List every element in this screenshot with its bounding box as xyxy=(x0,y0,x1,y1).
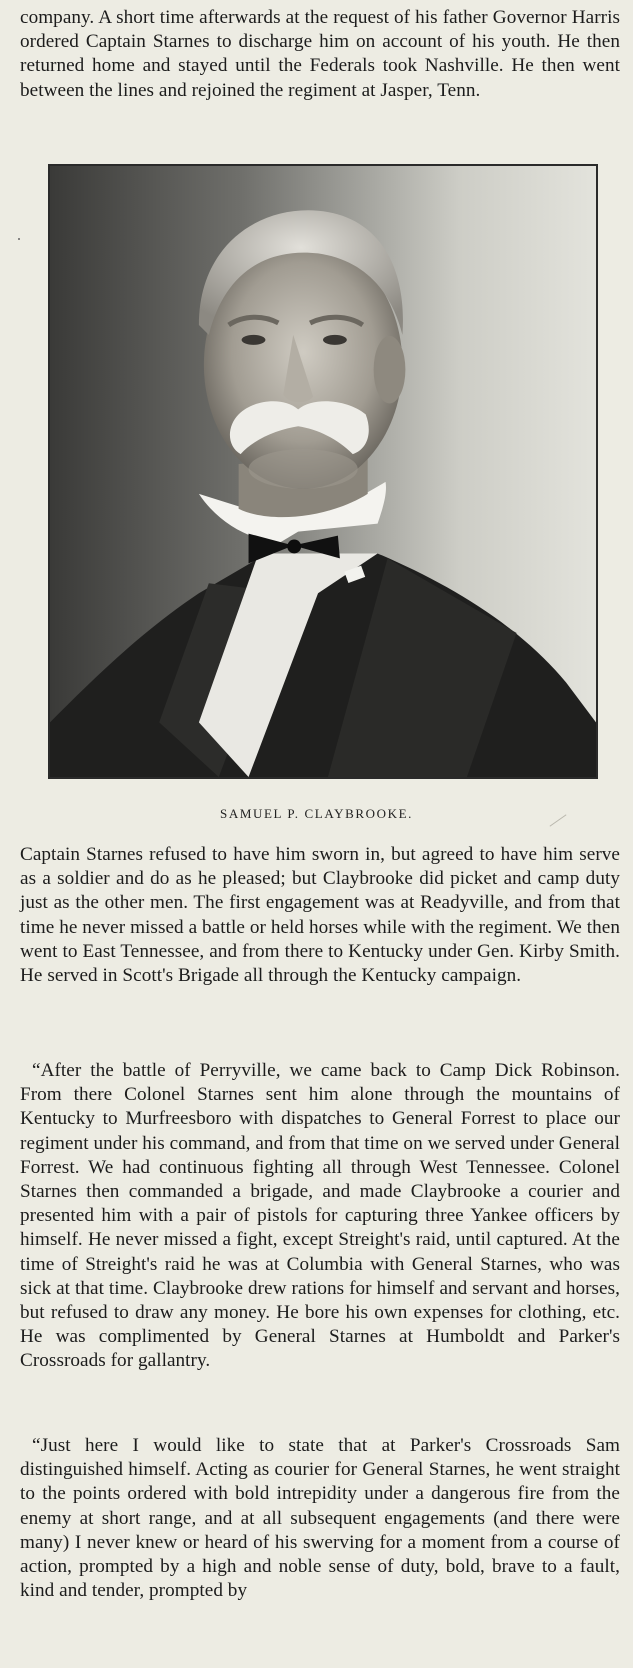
opening-paragraph: company. A short time afterwards at the request of his father Governor Harris ordered Captain Starnes to discharge him on account of his youth. He then returned home and stayed until the Federals took Nashville. He then went between the lines and rejoined the regiment at Jasper, Tenn. xyxy=(20,7,620,101)
portrait-photograph xyxy=(48,164,598,779)
photo-caption: SAMUEL P. CLAYBROOKE. xyxy=(220,806,413,821)
body-paragraph: Captain Starnes refused to have him sworn in, but agreed to have him serve as a soldier and do as he pleased; but Claybrooke did picket and camp duty just as the other men. The first engagement was at Readyville, and from that time he never missed a battle or held horses while with the regiment. We then went to East Tennessee, and from there to Kentucky under Gen. Kirby Smith. He served in Scott's Brigade all through the Kentucky campaign. xyxy=(20,844,620,987)
margin-speck xyxy=(18,238,20,240)
body-paragraph: “After the battle of Perryville, we came back to Camp Dick Robinson. From there Colonel Starnes sent him alone through the mountains of Kentucky to Murfreesboro with dispatches to General Forrest to place our regiment under his command, and from that time on we served under General Forrest. We had continuous fighting all through West Tennessee. Colonel Starnes then commanded a brigade, and made Claybrooke a courier and presented him with a pair of pistols for capturing three Yankee officers by himself. He never missed a fight, except Streight's raid, until captured. At the time of Streight's raid he was at Columbia with General Starnes, who was sick at that time. Claybrooke drew rations for himself and servant and horses, but refused to draw any money. He bore his own expenses for clothing, etc. He was complimented by General Starnes at Humboldt and Parker's Crossroads for gallantry. xyxy=(20,1060,620,1372)
body-paragraph: “Just here I would like to state that at Parker's Crossroads Sam distinguished himself. Acting as courier for General Starnes, he went straight to the points ordered with bold intrepidity under a dangerous fire from the enemy at short range, and at all subsequent engagements (and there were many) I never knew or heard of his swerving for a moment from a course of action, prompted by a high and noble sense of duty, bold, brave to a fault, kind and tender, prompted by xyxy=(20,1435,620,1602)
portrait-image xyxy=(50,166,596,777)
